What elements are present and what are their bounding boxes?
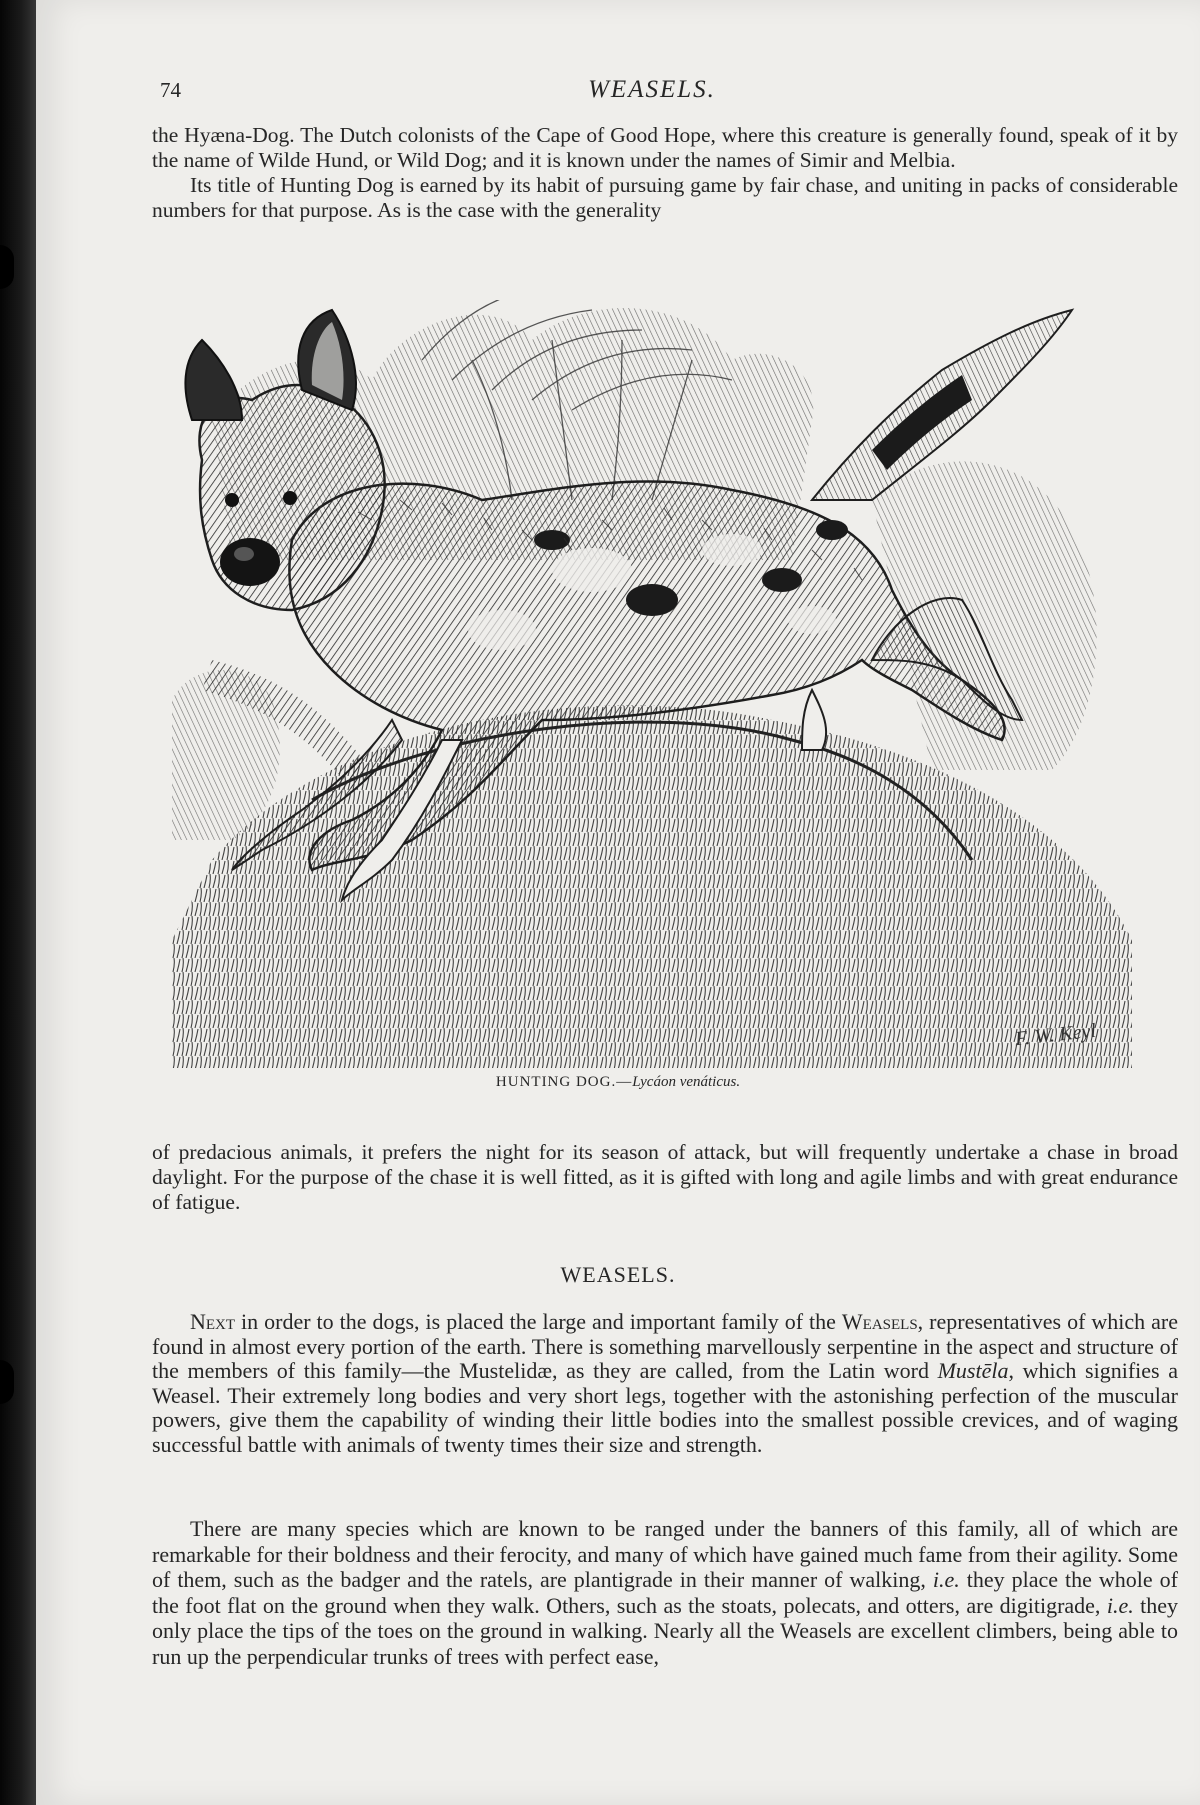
text-run: , which signifies a Weasel. Their extremely long bodies and very short legs, together with the astonishing perfection of the muscular powers, give them the capability of winding their little bodies into the smallest possible crevices, and of waging successful battle with animals of twenty times their size and strength. [152, 1358, 1178, 1457]
engraving-illustration [172, 300, 1152, 1068]
text-run: they only place the tips of the toes on the ground in walking. Nearly all the Weasels are excellent climbers, being able to run up the perpendicular trunks of trees with perfect ease, [152, 1592, 1178, 1669]
page-number: 74 [160, 78, 181, 102]
paragraph: Its title of Hunting Dog is earned by its habit of pursuing game by fair chase, and uniting in packs of considerable numbers for that purpose. As is the case with the generality [152, 173, 1178, 222]
text-run: in order to the dogs, is placed the large and important family of the [235, 1309, 842, 1334]
book-page [36, 0, 1200, 1805]
paragraph [152, 1310, 1178, 1457]
running-head: WEASELS. [588, 76, 716, 103]
caption-latin-name: Lycáon venáticus. [632, 1074, 741, 1090]
paragraph [152, 1516, 1178, 1669]
hunting-dog-engraving [172, 300, 1152, 1068]
text-run: , representatives of which are found in almost every portion of the earth. There is something marvellously serpentine in the aspect and structure of the members of this family—the Mustelidæ, as they are called, from the Latin word [152, 1309, 1178, 1383]
post-figure-text [152, 1140, 1178, 1215]
paragraph: the Hyæna-Dog. The Dutch colonists of the Cape of Good Hope, where this creature is generally found, speak of it by the name of Wilde Hund, or Wild Dog; and it is known under the names of Simir and Melbia. [152, 123, 1178, 172]
weasels-paragraph-1 [152, 1310, 1178, 1457]
section-heading: WEASELS. [560, 1262, 676, 1287]
lead-word: Next [190, 1309, 236, 1334]
weasels-paragraph-2 [152, 1516, 1178, 1669]
text-run: There are many species which are known to be ranged under the banners of this family, all of which are remarkable for their boldness and their ferocity, and many of which have gained much fame from their agility. Some of them, such as the badger and the ratels, are plantigrade in their manner of walking, [152, 1516, 1178, 1592]
engraver-signature: F. W. Keyl [1013, 1019, 1097, 1051]
top-text-block [152, 123, 1178, 223]
paragraph: of predacious animals, it prefers the night for its season of attack, but will frequently undertake a chase in broad daylight. For the purpose of the chase it is well fitted, as it is gifted with long and agile limbs and with great endurance of fatigue. [152, 1140, 1178, 1214]
family-name: Weasels [841, 1309, 918, 1334]
caption-title: HUNTING DOG.— [495, 1074, 633, 1090]
figure-caption [36, 1074, 1200, 1091]
abbreviation: i.e. [1106, 1592, 1134, 1618]
latin-word: Mustēla [937, 1358, 1009, 1383]
page-header [160, 78, 1144, 112]
text-run: they place the whole of the foot flat on the ground when they walk. Others, such as the stoats, polecats, and otters, are digitigrade, [152, 1567, 1178, 1618]
abbreviation: i.e. [932, 1567, 960, 1592]
